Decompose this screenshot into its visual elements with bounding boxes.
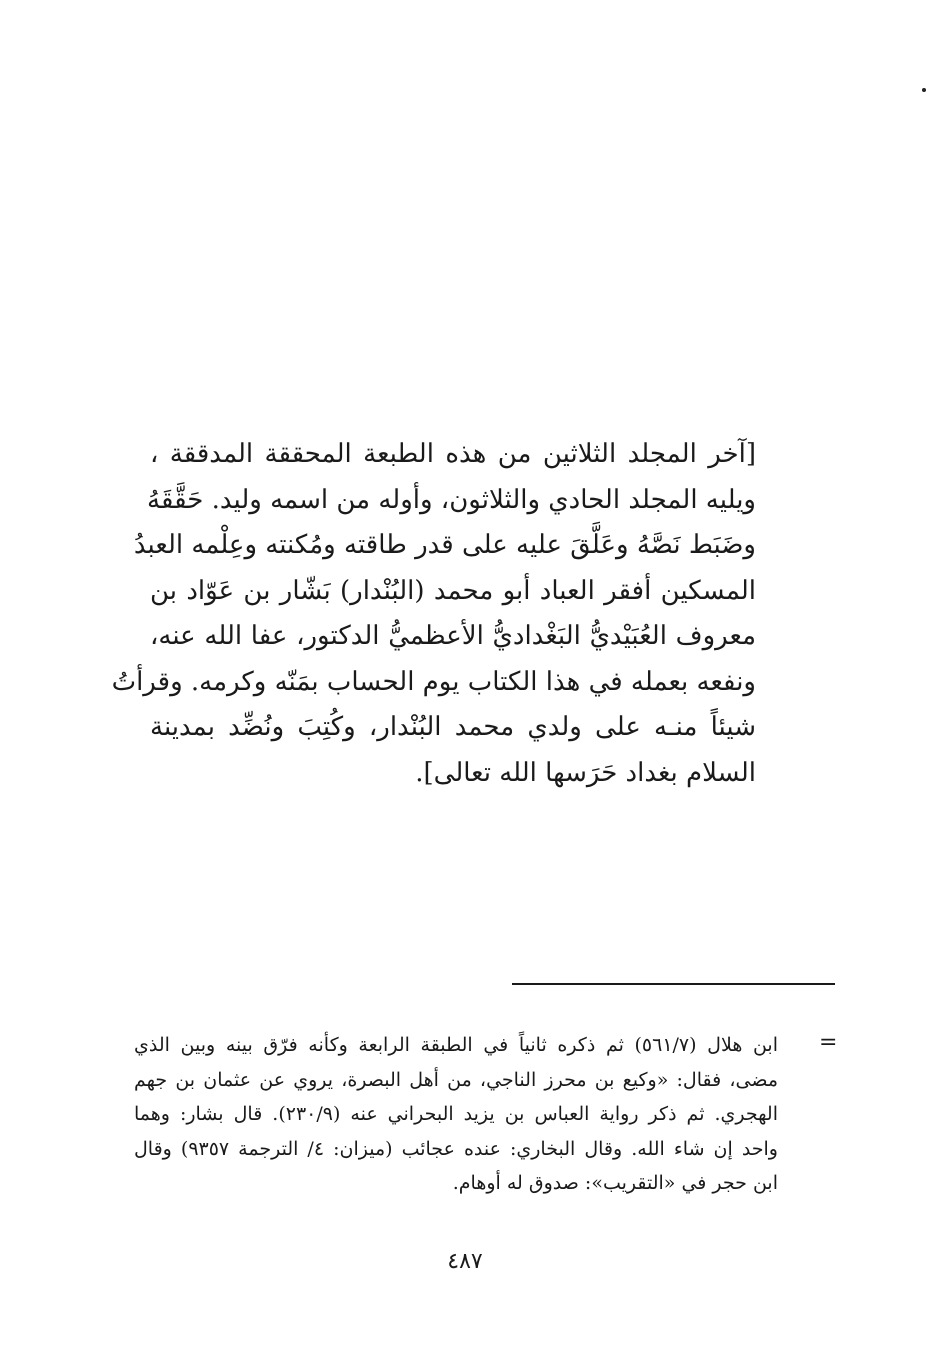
footnote-line: واحد إن شاء الله. وقال البخاري: عنده عجائب (ميزان: ٤/ الترجمة ٩٣٥٧) وقال (134, 1137, 778, 1160)
footnote-line: مضى، فقال: «وكيع بن محرز الناجي، من أهل البصرة، يروي عن عثمان بن جهم (134, 1068, 778, 1091)
footnote-line: ابن هلال (٥٦١/٧) ثم ذكره ثانياً في الطبقة الرابعة وكأنه فرّق بينه وبين الذي (134, 1034, 778, 1056)
main-text-line: معروف العُبَيْديُّ البَغْداديُّ الأعظميُّ الدكتور، عفا الله عنه، (150, 621, 756, 651)
main-text-line: ونفعه بعمله في هذا الكتاب يوم الحساب بمَنّه وكرمه. وقرأتُ (111, 666, 756, 697)
main-text-line: المسكين أفقر العباد أبو محمد (البُنْدار) بَشّار بن عَوّاد بن (150, 575, 756, 606)
footnote-line: الهجري. ثم ذكر رواية العباس بن يزيد البحراني عنه (٢٣٠/٩). قال بشار: وهما (134, 1103, 778, 1125)
main-text-block (111, 432, 756, 796)
main-text-line: وضَبَط نَصَّهُ وعَلَّقَ عليه على قدر طاقته ومُكنته وعِلْمه العبدُ (133, 530, 756, 560)
main-text-line: [آخر المجلد الثلاثين من هذه الطبعة المحققة المدققة ، (150, 439, 756, 469)
page-number: ٤٨٧ (447, 1249, 483, 1274)
footnote-line: ابن حجر في «التقريب»: صدوق له أوهام. (452, 1172, 778, 1194)
main-text-line: ويليه المجلد الحادي والثلاثون، وأوله من اسمه وليد. حَقَّقَهُ (147, 484, 756, 515)
main-text-line: السلام بغداد حَرَسها الله تعالى]. (415, 757, 756, 788)
footnote-continuation-mark: = (819, 1030, 838, 1055)
scan-speck (922, 88, 926, 92)
main-text-line: شيئاً منـه على ولدي محمد البُنْدار، وكُتِبَ ونُضِّد بمدينة (150, 712, 756, 742)
footnote-block (134, 1028, 778, 1201)
footnote-separator (512, 983, 835, 985)
